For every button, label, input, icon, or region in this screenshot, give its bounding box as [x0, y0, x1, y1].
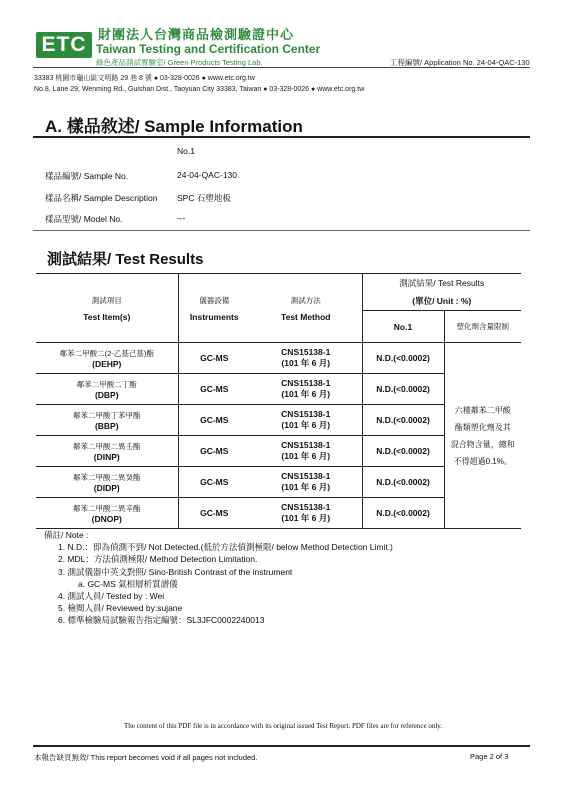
model-no-value: --- [177, 213, 186, 223]
item-name-en: (DINP) [93, 451, 120, 462]
method-cell [250, 498, 362, 529]
org-name-zh: 財團法人台灣商品檢測驗證中心 [98, 27, 295, 42]
limit-cell [444, 343, 521, 529]
sample-column-label: No.1 [177, 146, 195, 156]
instrument-cell: GC-MS [178, 498, 250, 529]
method-code: CNS15138-1 [281, 347, 331, 357]
method-date: (101 年 6 月) [281, 420, 331, 430]
sample-info-divider [33, 136, 530, 138]
address-zh: 33383 桃園市龜山區文明路 29 巷 8 號 ● 03-328-0026 ● www.etc.org.tw [34, 75, 255, 82]
header-test-item-en: Test Item(s) [83, 311, 131, 322]
instrument-cell: GC-MS [178, 374, 250, 405]
result-cell: N.D.(<0.0002) [362, 467, 444, 498]
sample-description-value: SPC 石塑地板 [177, 193, 231, 203]
notes-title: 備註/ Note : [44, 530, 89, 540]
sample-no-value: 24-04-QAC-130 [177, 170, 238, 180]
limit-line-4: 不得超過0.1%。 [453, 456, 512, 466]
item-name-en: (BBP) [94, 420, 119, 431]
item-name-en: (DIDP) [93, 482, 120, 493]
header-divider [33, 67, 530, 68]
header-no1: No.1 [362, 311, 444, 343]
item-name-zh: 鄰苯二甲酸二異壬酯 [73, 441, 141, 451]
header-results [362, 274, 521, 311]
method-date: (101 年 6 月) [281, 389, 331, 399]
sample-no-label: 樣品編號/ Sample No. [45, 171, 129, 181]
header-limit: 塑化劑含量限制 [444, 311, 521, 343]
method-cell [250, 343, 362, 374]
sample-info-bottom-divider [33, 230, 530, 231]
method-cell [250, 405, 362, 436]
table-row [36, 343, 521, 374]
header-instruments [178, 274, 250, 343]
method-code: CNS15138-1 [281, 471, 331, 481]
notes-section [44, 529, 393, 627]
header-test-item [36, 274, 178, 343]
limit-line-1: 六種鄰苯二甲酸 [454, 405, 511, 415]
sample-description-label: 樣品名稱/ Sample Description [45, 193, 158, 203]
method-cell [250, 467, 362, 498]
sample-info-heading: A. 樣品敘述/ Sample Information [45, 117, 303, 136]
note-item: 2. MDL：方法偵測極限/ Method Detection Limitation. [58, 554, 258, 565]
header-results-title: 測試結果/ Test Results [399, 278, 485, 288]
note-item: 1. N.D.：即為偵測不到/ Not Detected.(低於方法偵測極限/ below Method Detection Limit.) [58, 542, 393, 553]
test-results-heading: 測試結果/ Test Results [47, 251, 204, 268]
footer-divider [33, 745, 530, 747]
note-subitem: a. GC-MS 氣相層析質譜儀 [78, 578, 178, 589]
page-number: Page 2 of 3 [470, 752, 509, 761]
test-item-cell [36, 374, 178, 405]
method-cell [250, 436, 362, 467]
model-no-label: 樣品型號/ Model No. [45, 214, 123, 224]
limit-line-3: 混合物含量，總和 [450, 439, 515, 449]
method-code: CNS15138-1 [281, 502, 331, 512]
lab-name: 綠色產品測試實驗室/ Green Products Testing Lab. [96, 58, 263, 67]
method-code: CNS15138-1 [281, 378, 331, 388]
void-notice: 本報告缺頁無效/ This report becomes void if all pages not included. [34, 753, 258, 762]
result-cell: N.D.(<0.0002) [362, 498, 444, 529]
result-cell: N.D.(<0.0002) [362, 436, 444, 467]
note-item: 6. 標準檢驗局試驗報告指定編號：SL3JFC0002240013 [58, 615, 265, 626]
method-cell [250, 374, 362, 405]
header-test-method-en: Test Method [281, 311, 331, 322]
note-item: 3. 測試儀器中英文對照/ Sino-British Contrast of the instrument [58, 566, 293, 577]
instrument-cell: GC-MS [178, 405, 250, 436]
result-cell: N.D.(<0.0002) [362, 374, 444, 405]
header-test-item-zh: 測試項目 [91, 295, 122, 305]
item-name-zh: 鄰苯二甲酸二丁酯 [76, 379, 137, 389]
pdf-disclaimer: The content of this PDF file is in accordance with its original issued Test Report. PDF files are for reference only. [123, 722, 443, 730]
method-date: (101 年 6 月) [281, 358, 331, 368]
test-item-cell [36, 405, 178, 436]
limit-line-2: 酯類塑化劑及其 [454, 422, 511, 432]
method-date: (101 年 6 月) [281, 482, 331, 492]
test-item-cell [36, 343, 178, 374]
org-name-en: Taiwan Testing and Certification Center [96, 42, 321, 56]
note-item: 5. 檢閱人員/ Reviewed by:sujane [58, 603, 183, 614]
test-results-table [36, 273, 521, 529]
item-name-en: (DBP) [94, 389, 119, 400]
test-item-cell [36, 498, 178, 529]
item-name-en: (DEHP) [92, 358, 122, 369]
application-number: 工程編號/ Application No. 24-04-QAC-130 [390, 58, 530, 67]
item-name-zh: 鄰苯二甲酸二(2-乙基己基)酯 [59, 348, 154, 358]
item-name-zh: 鄰苯二甲酸丁苯甲酯 [73, 410, 141, 420]
header-instruments-zh: 儀器設備 [199, 295, 230, 305]
header-test-method [250, 274, 362, 343]
method-code: CNS15138-1 [281, 440, 331, 450]
instrument-cell: GC-MS [178, 467, 250, 498]
method-code: CNS15138-1 [281, 409, 331, 419]
item-name-zh: 鄰苯二甲酸二異辛酯 [73, 503, 141, 513]
header-results-unit: (單位/ Unit : %) [412, 296, 472, 306]
result-cell: N.D.(<0.0002) [362, 343, 444, 374]
item-name-zh: 鄰苯二甲酸二異癸酯 [73, 472, 141, 482]
test-item-cell [36, 436, 178, 467]
etc-logo: ETC [36, 32, 92, 58]
method-date: (101 年 6 月) [281, 451, 331, 461]
header-test-method-zh: 測試方法 [290, 295, 321, 305]
instrument-cell: GC-MS [178, 343, 250, 374]
test-item-cell [36, 467, 178, 498]
instrument-cell: GC-MS [178, 436, 250, 467]
method-date: (101 年 6 月) [281, 513, 331, 523]
item-name-en: (DNOP) [91, 513, 122, 524]
result-cell: N.D.(<0.0002) [362, 405, 444, 436]
header-instruments-en: Instruments [189, 311, 239, 322]
address-en: No.8, Lane 29, Wenming Rd., Guishan Dist., Taoyuan City 33383, Taiwan ● 03-328-0026 ● www.etc.org.tw [34, 86, 365, 93]
note-item: 4. 測試人員/ Tested by : Wei [58, 591, 165, 602]
